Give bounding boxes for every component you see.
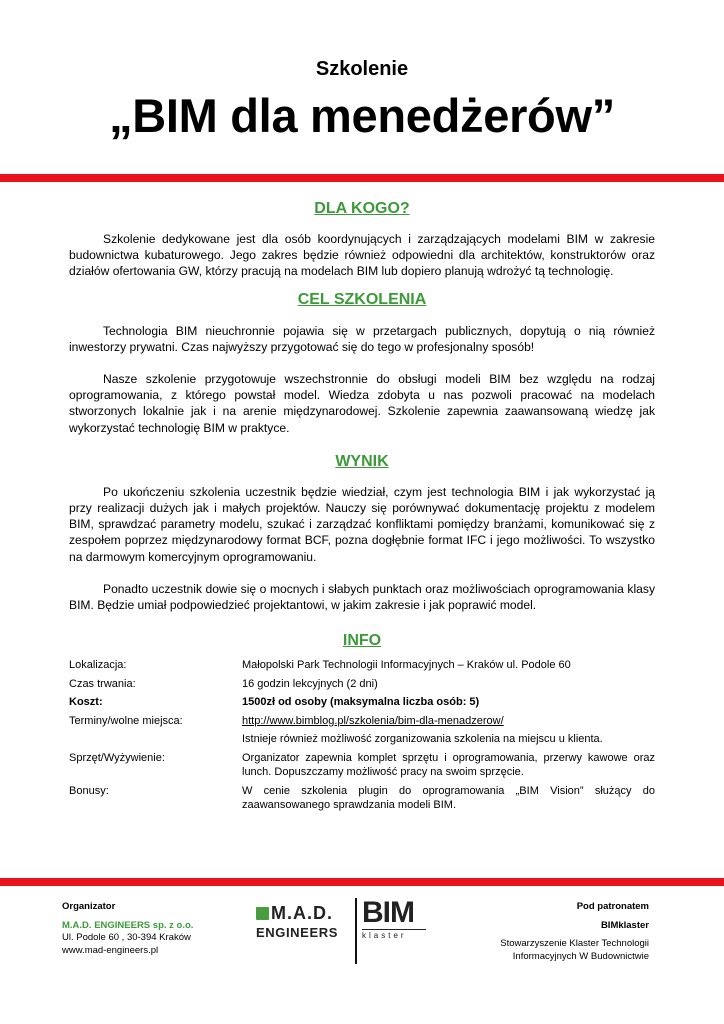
patron-name: BIMklaster xyxy=(600,919,649,931)
mad-square-icon xyxy=(256,907,269,920)
info-row-czas xyxy=(69,677,655,696)
top-red-divider xyxy=(0,174,724,182)
info-table xyxy=(69,658,655,817)
info-label-empty xyxy=(69,732,242,751)
klaster-logo-text: klaster xyxy=(362,929,426,940)
info-value: Małopolski Park Technologii Informacyjnych – Kraków ul. Podole 60 xyxy=(242,659,571,672)
info-value: Istnieje również możliwość zorganizowania szkolenia na miejscu u klienta. xyxy=(242,733,603,746)
info-value: W cenie szkolenia plugin do oprogramowania „BIM Vision” służący do zaawansowanego sprawdzania modeli BIM. xyxy=(242,784,655,812)
bim-logo-text: BIM xyxy=(362,896,414,929)
heading-info: INFO xyxy=(342,632,382,650)
heading-dla-kogo: DLA KOGO? xyxy=(314,200,410,217)
heading-cel-szkolenia: CEL SZKOLENIA xyxy=(297,290,427,308)
info-row-bonusy xyxy=(69,784,655,817)
wynik-paragraph-1: Po ukończeniu szkolenia uczestnik będzie wiedział, czym jest technologia BIM i jak wykorzystać ją przy realizacji dużych jak i małych projektów. Nauczy się porównywać dokumentację projektu z modelem BIM, sprawdzać parametry modelu, szukać i zarządzać konfliktami pomiędzy branżami, komunikować się z zespołem poprzez międzynarodowy format BCF, pozna dogłębnie format IFC i jego możliwości. To wszystko na darmowym komercyjnym oprogramowaniu. xyxy=(69,484,655,564)
wynik-paragraph-2: Ponadto uczestnik dowie się o mocnych i słabych punktach oraz możliwościach oprogramowania klasy BIM. Będzie umiał podpowiedzieć projektantowi, w jakim zakresie i jak poprawić model. xyxy=(69,581,655,613)
info-label: Bonusy: xyxy=(69,784,109,797)
organizer-block xyxy=(62,901,193,957)
mad-engineers-logo xyxy=(256,904,352,940)
patronage-block xyxy=(500,901,649,963)
heading-wynik: WYNIK xyxy=(335,452,389,470)
dla-kogo-paragraph: Szkolenie dedykowane jest dla osób koordynujących i zarządzających modelami BIM w zakresie budownictwa kubaturowego. Jego zakres będzie również odpowiedni dla architektów, konstruktorów oraz działów ofertowania GW, którzy pracują na modelach BIM lub dopiero planują wdrożyć tą technologię. xyxy=(69,232,655,279)
cel-paragraph-1: Technologia BIM nieuchronnie pojawia się w przetargach publicznych, dopytują o nią również inwestorzy prywatni. Czas najwyższy przygotować się do tego w profesjonalny sposób! xyxy=(69,323,655,354)
info-row-sprzet xyxy=(69,751,655,784)
mad-logo-text: M.A.D. xyxy=(271,903,333,923)
main-content xyxy=(69,196,655,817)
info-row-terminy xyxy=(69,714,655,733)
mad-logo-subtext: ENGINEERS xyxy=(256,925,338,940)
info-value: 16 godzin lekcyjnych (2 dni) xyxy=(242,677,378,690)
patron-line-2: Informacyjnych W Budownictwie xyxy=(512,950,649,962)
info-label: Lokalizacja: xyxy=(69,659,127,672)
info-value: 1500zł od osoby (maksymalna liczba osób: 5) xyxy=(242,696,480,709)
cel-paragraph-2: Nasze szkolenie przygotowuje wszechstronnie do obsługi modeli BIM bez względu na rodzaj oprogramowania, z którego powstał model. Wiedza zdobyta u nas pozwoli pracować na modelach stworzonych lokalnie jak i na arenie międzynarodowej. Szkolenie zapewnia zaawansowaną wiedzę jak wykorzystać technologię BIM w praktyce. xyxy=(69,372,655,435)
bottom-red-divider xyxy=(0,878,724,886)
organizer-heading: Organizator xyxy=(62,901,116,912)
patron-line-1: Stowarzyszenie Klaster Technologii xyxy=(500,938,649,949)
info-label: Czas trwania: xyxy=(69,677,136,690)
document-subtitle: Szkolenie xyxy=(315,58,409,80)
info-row-terminy-extra xyxy=(69,732,655,751)
info-value: Organizator zapewnia komplet sprzętu i oprogramowania, przerwy kawowe oraz lunch. Dopuszczamy możliwość pracy na swoim sprzęcie. xyxy=(242,751,655,779)
organizer-name: M.A.D. ENGINEERS sp. z o.o. xyxy=(62,919,194,931)
organizer-address: Ul. Podole 60 , 30-394 Kraków xyxy=(62,932,191,943)
terminy-link[interactable]: http://www.bimblog.pl/szkolenia/bim-dla-menadzerow/ xyxy=(242,714,504,727)
bim-klaster-logo xyxy=(362,896,426,940)
organizer-web: www.mad-engineers.pl xyxy=(62,944,159,956)
info-row-koszt xyxy=(69,695,655,714)
info-label: Koszt: xyxy=(69,696,103,709)
info-label: Terminy/wolne miejsca: xyxy=(69,714,183,727)
document-title: „BIM dla menedżerów” xyxy=(109,89,615,142)
info-value xyxy=(242,714,655,733)
logos xyxy=(256,898,436,968)
logo-divider xyxy=(355,898,357,964)
info-label: Sprzęt/Wyżywienie: xyxy=(69,751,165,764)
info-row-lokalizacja xyxy=(69,658,655,677)
footer xyxy=(0,898,724,1018)
patron-heading: Pod patronatem xyxy=(576,901,649,912)
